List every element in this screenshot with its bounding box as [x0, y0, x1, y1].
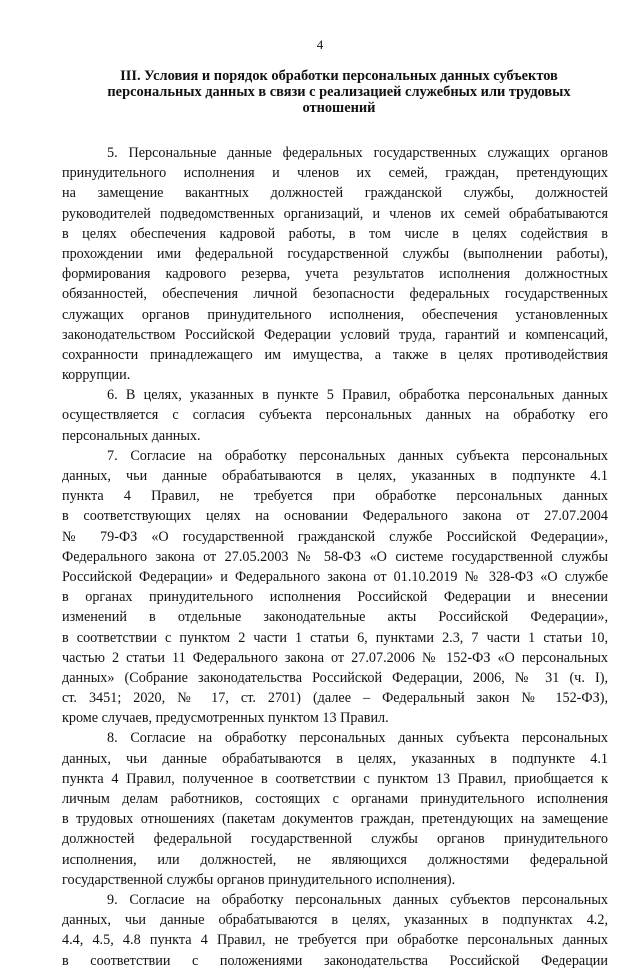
text-line: формирования кадрового резерва, учета результатов исполнения должностных [62, 266, 608, 283]
text-line: 4.4, 4.5, 4.8 пункта 4 Правил, не требуется при обработке персональных данных [62, 932, 608, 949]
text-line: в органах принудительного исполнения Российской Федерации и внесении [62, 589, 608, 606]
text-line: данных, чьи данные обрабатываются в целях, указанных в подпункте 4.1 [62, 468, 608, 484]
text-line: коррупции. [62, 367, 131, 384]
text-line: принудительного исполнения и членов их семей, граждан, претендующих [62, 165, 608, 182]
text-line: в соответствии с пунктом 2 части 1 статьи 6, пунктами 2.3, 7 части 1 статьи 10, [62, 629, 608, 646]
text-line: пункта 4 Правил, полученное в соответствии с пунктом 13 Правил, приобщается к [62, 770, 608, 787]
section-heading-line-2: персональных данных в связи с реализацией служебных или трудовых [107, 84, 571, 100]
text-line: Российской Федерации» и Федерального закона от 01.10.2019 № 328-ФЗ «О службе [62, 568, 608, 585]
text-line: частью 2 статьи 11 Федерального закона от 27.07.2006 № 152-ФЗ «О персональных [62, 649, 608, 666]
text-line: пункта 4 Правил, не требуется при обработке персональных данных [62, 488, 608, 505]
text-line: данных» (Собрание законодательства Российской Федерации, 2006, № 31 (ч. I), [62, 669, 608, 686]
text-line: в соответствии с положениями законодательства Российской Федерации [62, 952, 608, 969]
page-number: 4 [316, 37, 324, 52]
text-line: служащих органов принудительного исполнения, обеспечения установленных [62, 306, 608, 323]
text-line: изменений в отдельные законодательные акты Российской Федерации», [62, 609, 608, 626]
text-line: данных, чьи данные обрабатываются в целях, указанных в подпунктах 4.2, [62, 912, 608, 929]
text-line: ст. 3451; 2020, № 17, ст. 2701) (далее – Федеральный закон № 152-ФЗ), [62, 690, 608, 707]
text-line: на замещение вакантных должностей гражданской службы, должностей [62, 185, 608, 202]
text-line: в целях обеспечения кадровой работы, в том числе в целях содействия в [62, 225, 608, 242]
text-line: в соответствующих целях на основании Федерального закона от 27.07.2004 [62, 508, 608, 525]
text-line: сохранности принадлежащего им имущества, а также в целях противодействия [62, 346, 608, 363]
text-line: осуществляется с согласия субъекта персональных данных на обработку его [62, 407, 608, 424]
text-line: № 79-ФЗ «О государственной гражданской службе Российской Федерации», [62, 528, 608, 545]
text-line: данных, чьи данные обрабатываются в целях, указанных в подпункте 4.1 [62, 750, 608, 767]
text-line: обязанностей, обеспечения личной безопасности федеральных государственных [62, 286, 608, 303]
text-line: 6. В целях, указанных в пункте 5 Правил, обработка персональных данных [107, 387, 608, 404]
text-line: личным делам работников, состоящих с органами принудительного исполнения [62, 791, 608, 807]
text-line: прохождении ими федеральной государственной службы (выполнении работы), [62, 245, 608, 262]
section-heading-line-1: III. Условия и порядок обработки персональных данных субъектов [120, 68, 558, 84]
text-line: законодательством Российской Федерации условий труда, гарантий и компенсаций, [62, 326, 608, 343]
text-line: государственной службы органов принудительного исполнения). [62, 871, 456, 888]
text-line: 9. Согласие на обработку персональных данных субъектов персональных [107, 891, 608, 908]
section-heading-line-3: отношений [302, 100, 376, 116]
text-line: исполнения, или должностей, не являющихся должностями федеральной [62, 851, 608, 868]
text-line: руководителей подведомственных организаций, и членов их семей обрабатываются [62, 205, 608, 222]
text-line: кроме случаев, предусмотренных пунктом 13 Правил. [62, 710, 389, 727]
text-line: 7. Согласие на обработку персональных данных субъекта персональных [107, 447, 608, 464]
text-line: в трудовых отношениях (пакетам документов граждан, претендующих на замещение [62, 811, 608, 828]
text-line: Федерального закона от 27.05.2003 № 58-ФЗ «О системе государственной службы [62, 548, 608, 565]
text-line: 5. Персональные данные федеральных государственных служащих органов [107, 145, 608, 161]
text-line: персональных данных. [62, 427, 201, 444]
section-heading [70, 68, 608, 116]
text-line: должностей федеральной государственной службы органов принудительного [62, 831, 608, 848]
body-text [62, 143, 608, 971]
text-line: 8. Согласие на обработку персональных данных субъекта персональных [107, 730, 608, 747]
